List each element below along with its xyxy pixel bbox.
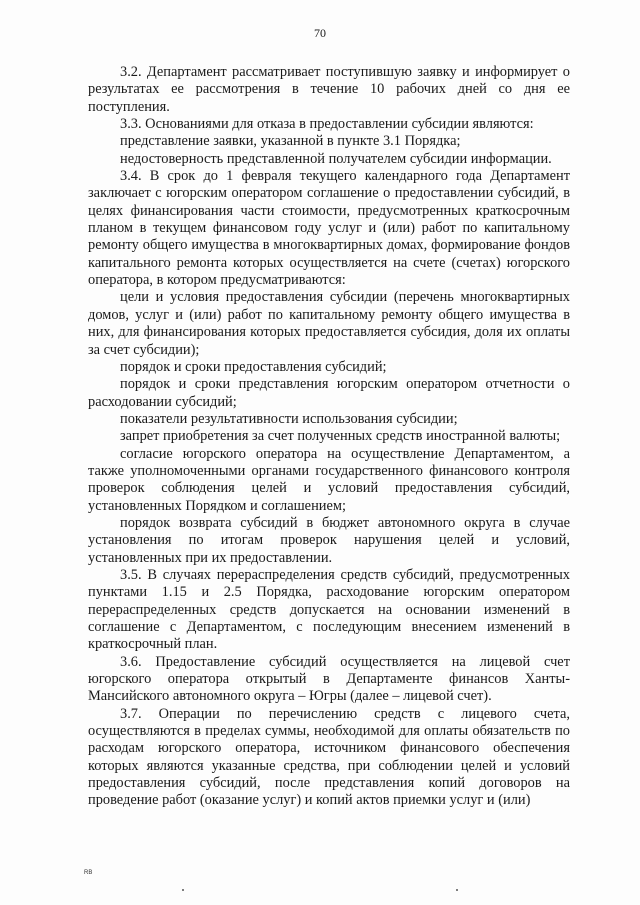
paragraph-3-2: 3.2. Департамент рассматривает поступившую заявку и информирует о результатах ее рассмотрения в течение 10 рабочих дней со дня ее поступления. xyxy=(88,64,570,115)
paragraph-3-3-item-2: недостоверность представленной получателем субсидии информации. xyxy=(120,150,552,167)
paragraph-3-4-item-4: показатели результативности использования субсидии; xyxy=(120,410,458,427)
paragraph-3-4-item-7: порядок возврата субсидий в бюджет автономного округа в случае установления по итогам проверок нарушения целей и условий, установленных при их предоставлении. xyxy=(88,514,570,566)
paragraph-3-4-item-5: запрет приобретения за счет полученных средств иностранной валюты; xyxy=(120,428,561,445)
footer-mark: RB xyxy=(84,870,93,876)
scan-speck xyxy=(182,889,184,891)
paragraph-3-4: 3.4. В срок до 1 февраля текущего календарного года Департамент заключает с югорским оператором соглашение о предоставлении субсидий, в целях финансирования части стоимости, предусмотренных краткосрочным планом в текущем финансовом году услуг и (или) работ по капитальному ремонту общего имущества в многоквартирных домах, формирование фондов капитального ремонта которых осуществляется на счете (счетах) югорского оператора, в котором предусматриваются: xyxy=(88,168,570,289)
paragraph-3-6: 3.6. Предоставление субсидий осуществляется на лицевой счет югорского оператора открытый в Департаменте финансов Ханты-Мансийского автономного округа – Югры (далее – лицевой счет). xyxy=(88,653,570,705)
paragraph-3-5: 3.5. В случаях перераспределения средств субсидий, предусмотренных пунктами 1.15 и 2.5 Порядка, расходование югорским оператором перераспределенных средств допускается на основании изменений в соглашение с Департаментом, с последующим внесением изменений в краткосрочный план. xyxy=(88,566,570,653)
paragraph-3-4-item-1: цели и условия предоставления субсидии (перечень многоквартирных домов, услуг и (или) работ по капитальному ремонту общего имущества в них, для финансирования которых предоставляется субсидия, доля их оплаты за счет субсидии); xyxy=(88,289,570,358)
document-body xyxy=(88,64,570,810)
paragraph-3-4-item-2: порядок и сроки предоставления субсидий; xyxy=(120,358,387,375)
paragraph-3-3: 3.3. Основаниями для отказа в предоставлении субсидии являются: xyxy=(120,116,534,133)
page-number: 70 xyxy=(314,26,326,40)
scan-speck xyxy=(456,889,458,891)
paragraph-3-7: 3.7. Операции по перечислению средств с лицевого счета, осуществляются в пределах суммы, необходимой для оплаты обязательств по расходам югорского оператора, источником финансового обеспечения которых являются указанные средства, при соблюдении целей и условий предоставления субсидий, после представления копий договоров на проведение работ (оказание услуг) и копий актов приемки услуг и (или) xyxy=(88,705,570,809)
paragraph-3-4-item-3: порядок и сроки представления югорским оператором отчетности о расходовании субсидий; xyxy=(88,376,570,410)
paragraph-3-3-item-1: представление заявки, указанной в пункте 3.1 Порядка; xyxy=(120,133,461,150)
paragraph-3-4-item-6: согласие югорского оператора на осуществление Департаментом, а также уполномоченными органами государственного финансового контроля проверок соблюдения целей и условий предоставления субсидий, установленных Порядком и соглашением; xyxy=(88,445,570,514)
